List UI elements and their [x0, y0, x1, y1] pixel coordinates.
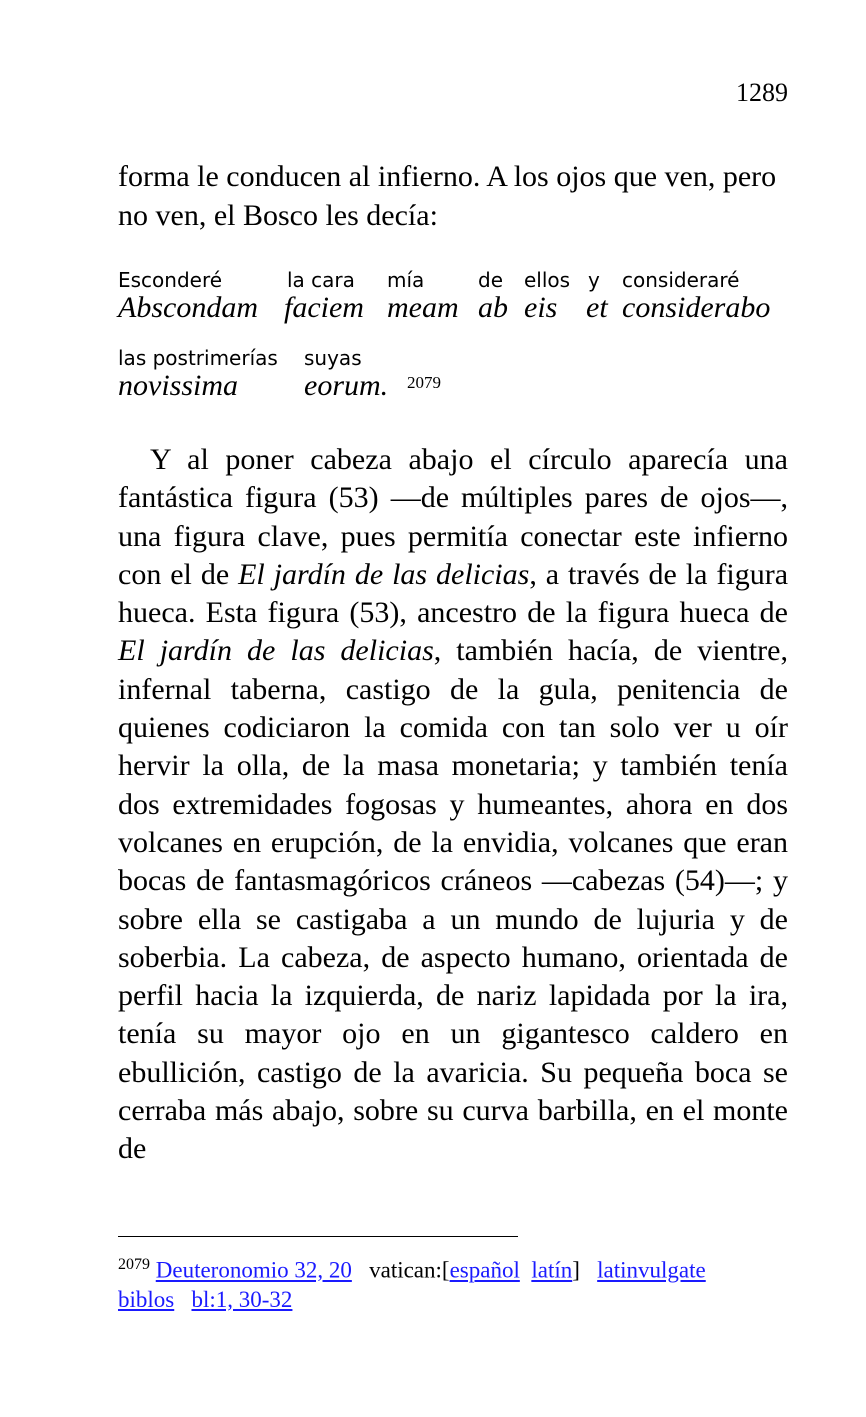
- gloss-latin: considerabo: [622, 291, 771, 324]
- artwork-title: El jardín de las delicias: [238, 557, 530, 591]
- gloss-latin: eis: [524, 291, 558, 324]
- footnote: [118, 1250, 798, 1314]
- gloss-spanish: las postrimerías: [118, 346, 278, 370]
- gloss-spanish: Esconderé: [118, 268, 223, 292]
- body-text-segment: , a través de la figura hueca. Esta figura (53), ancestro de la figura hueca de: [118, 557, 789, 630]
- footnote-number: 2079: [118, 1256, 150, 1273]
- gloss-word: [387, 268, 459, 324]
- link-espanol[interactable]: español: [449, 1257, 520, 1283]
- gloss-latin: meam: [387, 291, 459, 324]
- artwork-title: El jardín de las delicias: [118, 634, 434, 668]
- gloss-latin: eorum.: [304, 369, 389, 402]
- gloss-latin: et: [586, 291, 608, 324]
- gloss-word: [304, 346, 388, 402]
- gloss-word: [284, 268, 364, 324]
- intro-paragraph: forma le conducen al infierno. A los ojos que ven, pero no ven, el Bosco les decía:: [118, 160, 777, 232]
- gloss-spanish: mía: [387, 268, 425, 292]
- gloss-latin: Abscondam: [118, 291, 258, 324]
- gloss-latin: novissima: [118, 369, 238, 402]
- interlinear-gloss-line-1: [118, 268, 788, 332]
- gloss-word: [118, 346, 278, 402]
- gloss-latin: faciem: [284, 291, 364, 324]
- link-latinvulgate[interactable]: latinvulgate: [597, 1257, 706, 1283]
- page-number: 1289: [736, 78, 788, 107]
- gloss-word: [118, 268, 258, 324]
- gloss-latin: ab: [478, 291, 508, 324]
- footnote-divider: [118, 1236, 518, 1237]
- link-latin[interactable]: latín: [531, 1257, 573, 1283]
- footnote-reference: 2079: [407, 373, 441, 392]
- link-deuteronomio[interactable]: Deuteronomio 32, 20: [155, 1257, 352, 1283]
- body-text-segment: , también hacía, de vientre, infernal taberna, castigo de la gula, penitencia de quienes codiciaron la comida con tan solo ver u oír hervir la olla, de la masa monetaria; y también tenía dos extremidades fogosas y humeantes, ahora en dos volcanes en erupción, de la envidia, volcanes que eran bocas de fantasmagóricos cráneos —cabezas (54)—; y sobre ella se castigaba a un mundo de lujuria y de soberbia. La cabeza, de aspecto humano, orientada de perfil hacia la izquierda, de nariz lapidada por la ira, tenía su mayor ojo en un gigantesco caldero en ebullición, castigo de la avaricia. Su pequeña boca se cerraba más abajo, sobre su curva barbilla, en el monte de: [118, 634, 788, 1166]
- gloss-spanish: y: [588, 268, 600, 292]
- gloss-word: [622, 268, 770, 324]
- gloss-word: [478, 268, 508, 324]
- body-text-segment: Y al poner cabeza abajo el círculo aparecía una fantástica figura (53) —de múltiples pares de ojos—, una figura clave, pues permitía conectar este infierno con el de: [118, 443, 788, 591]
- gloss-spanish: de: [478, 268, 503, 292]
- gloss-spanish: ellos: [524, 268, 571, 292]
- gloss-word: [586, 268, 608, 324]
- gloss-word: [524, 268, 570, 324]
- link-bl[interactable]: bl:1, 30-32: [191, 1286, 293, 1312]
- bracket-close: ]: [572, 1257, 580, 1283]
- vatican-label: vatican:[: [369, 1257, 450, 1283]
- link-biblos[interactable]: biblos: [118, 1286, 175, 1312]
- interlinear-gloss-line-2: [118, 346, 788, 410]
- body-paragraph: [118, 441, 788, 1169]
- gloss-spanish: suyas: [304, 346, 362, 370]
- gloss-spanish: la cara: [287, 268, 355, 292]
- gloss-spanish: consideraré: [622, 268, 740, 292]
